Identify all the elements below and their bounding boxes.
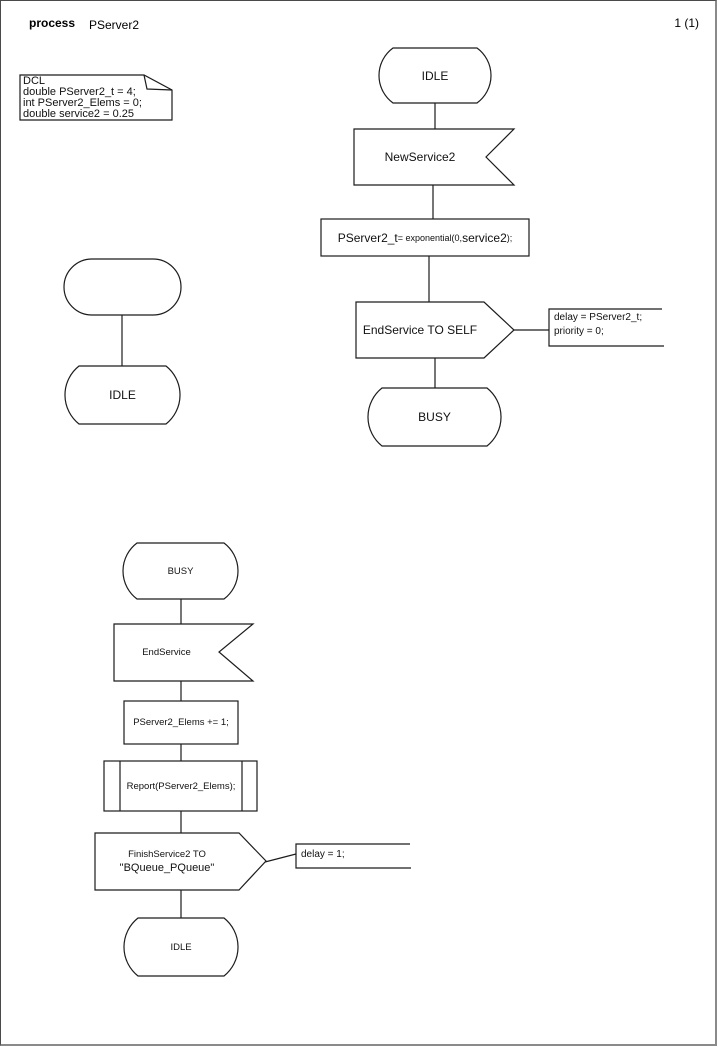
output-label: EndService TO SELF <box>362 323 478 337</box>
dcl-line: double PServer2_t = 4; <box>23 86 136 98</box>
input-label: NewService2 <box>384 150 456 164</box>
declarations-text-symbol[interactable] <box>23 76 169 120</box>
page-number: 1 (1) <box>674 16 699 30</box>
input-newservice2[interactable] <box>354 129 486 185</box>
task-text-part: service2 <box>462 230 507 245</box>
dcl-line: double service2 = 0.25 <box>23 108 134 120</box>
process-name: PServer2 <box>89 18 140 32</box>
task-text-part: = exponential(0, <box>397 232 463 243</box>
comment-finishservice2[interactable] <box>301 848 406 862</box>
comment-connector-line <box>265 854 296 862</box>
output-label-line: "BQueue_PQueue" <box>119 862 215 874</box>
task-text-part: PServer2_t <box>337 230 398 245</box>
task-settime[interactable] <box>321 219 529 256</box>
dcl-line: int PServer2_Elems = 0; <box>23 97 142 109</box>
state-idle-bottom[interactable] <box>124 918 238 976</box>
comment-endservice[interactable] <box>554 311 660 339</box>
input-endservice[interactable] <box>114 624 219 681</box>
start-symbol[interactable] <box>64 259 181 315</box>
state-label: IDLE <box>421 68 449 83</box>
comment-line: priority = 0; <box>554 326 604 337</box>
state-busy-top[interactable] <box>368 388 501 446</box>
comment-line: delay = 1; <box>301 849 345 860</box>
state-label: BUSY <box>418 410 451 424</box>
procedure-label: Report(PServer2_Elems); <box>126 780 236 792</box>
state-label: BUSY <box>167 565 194 577</box>
state-idle-top[interactable] <box>379 48 491 103</box>
input-label: EndService <box>142 647 191 658</box>
state-label: IDLE <box>109 388 136 402</box>
task-increment[interactable] <box>124 701 238 744</box>
output-finishservice2[interactable] <box>95 833 239 890</box>
state-label: IDLE <box>170 941 192 953</box>
dcl-line: DCL <box>23 75 46 87</box>
comment-line: delay = PServer2_t; <box>554 312 643 323</box>
diagram-kind-label: process <box>29 16 76 30</box>
task-text-part: ); <box>506 232 513 243</box>
task-label: PServer2_Elems += 1; <box>133 717 229 728</box>
procedure-call-report[interactable] <box>120 761 242 811</box>
output-label-line: FinishService2 TO <box>128 849 206 860</box>
output-endservice-self[interactable] <box>356 302 484 358</box>
state-busy-bottom[interactable] <box>123 543 238 599</box>
state-idle-left[interactable] <box>65 366 180 424</box>
